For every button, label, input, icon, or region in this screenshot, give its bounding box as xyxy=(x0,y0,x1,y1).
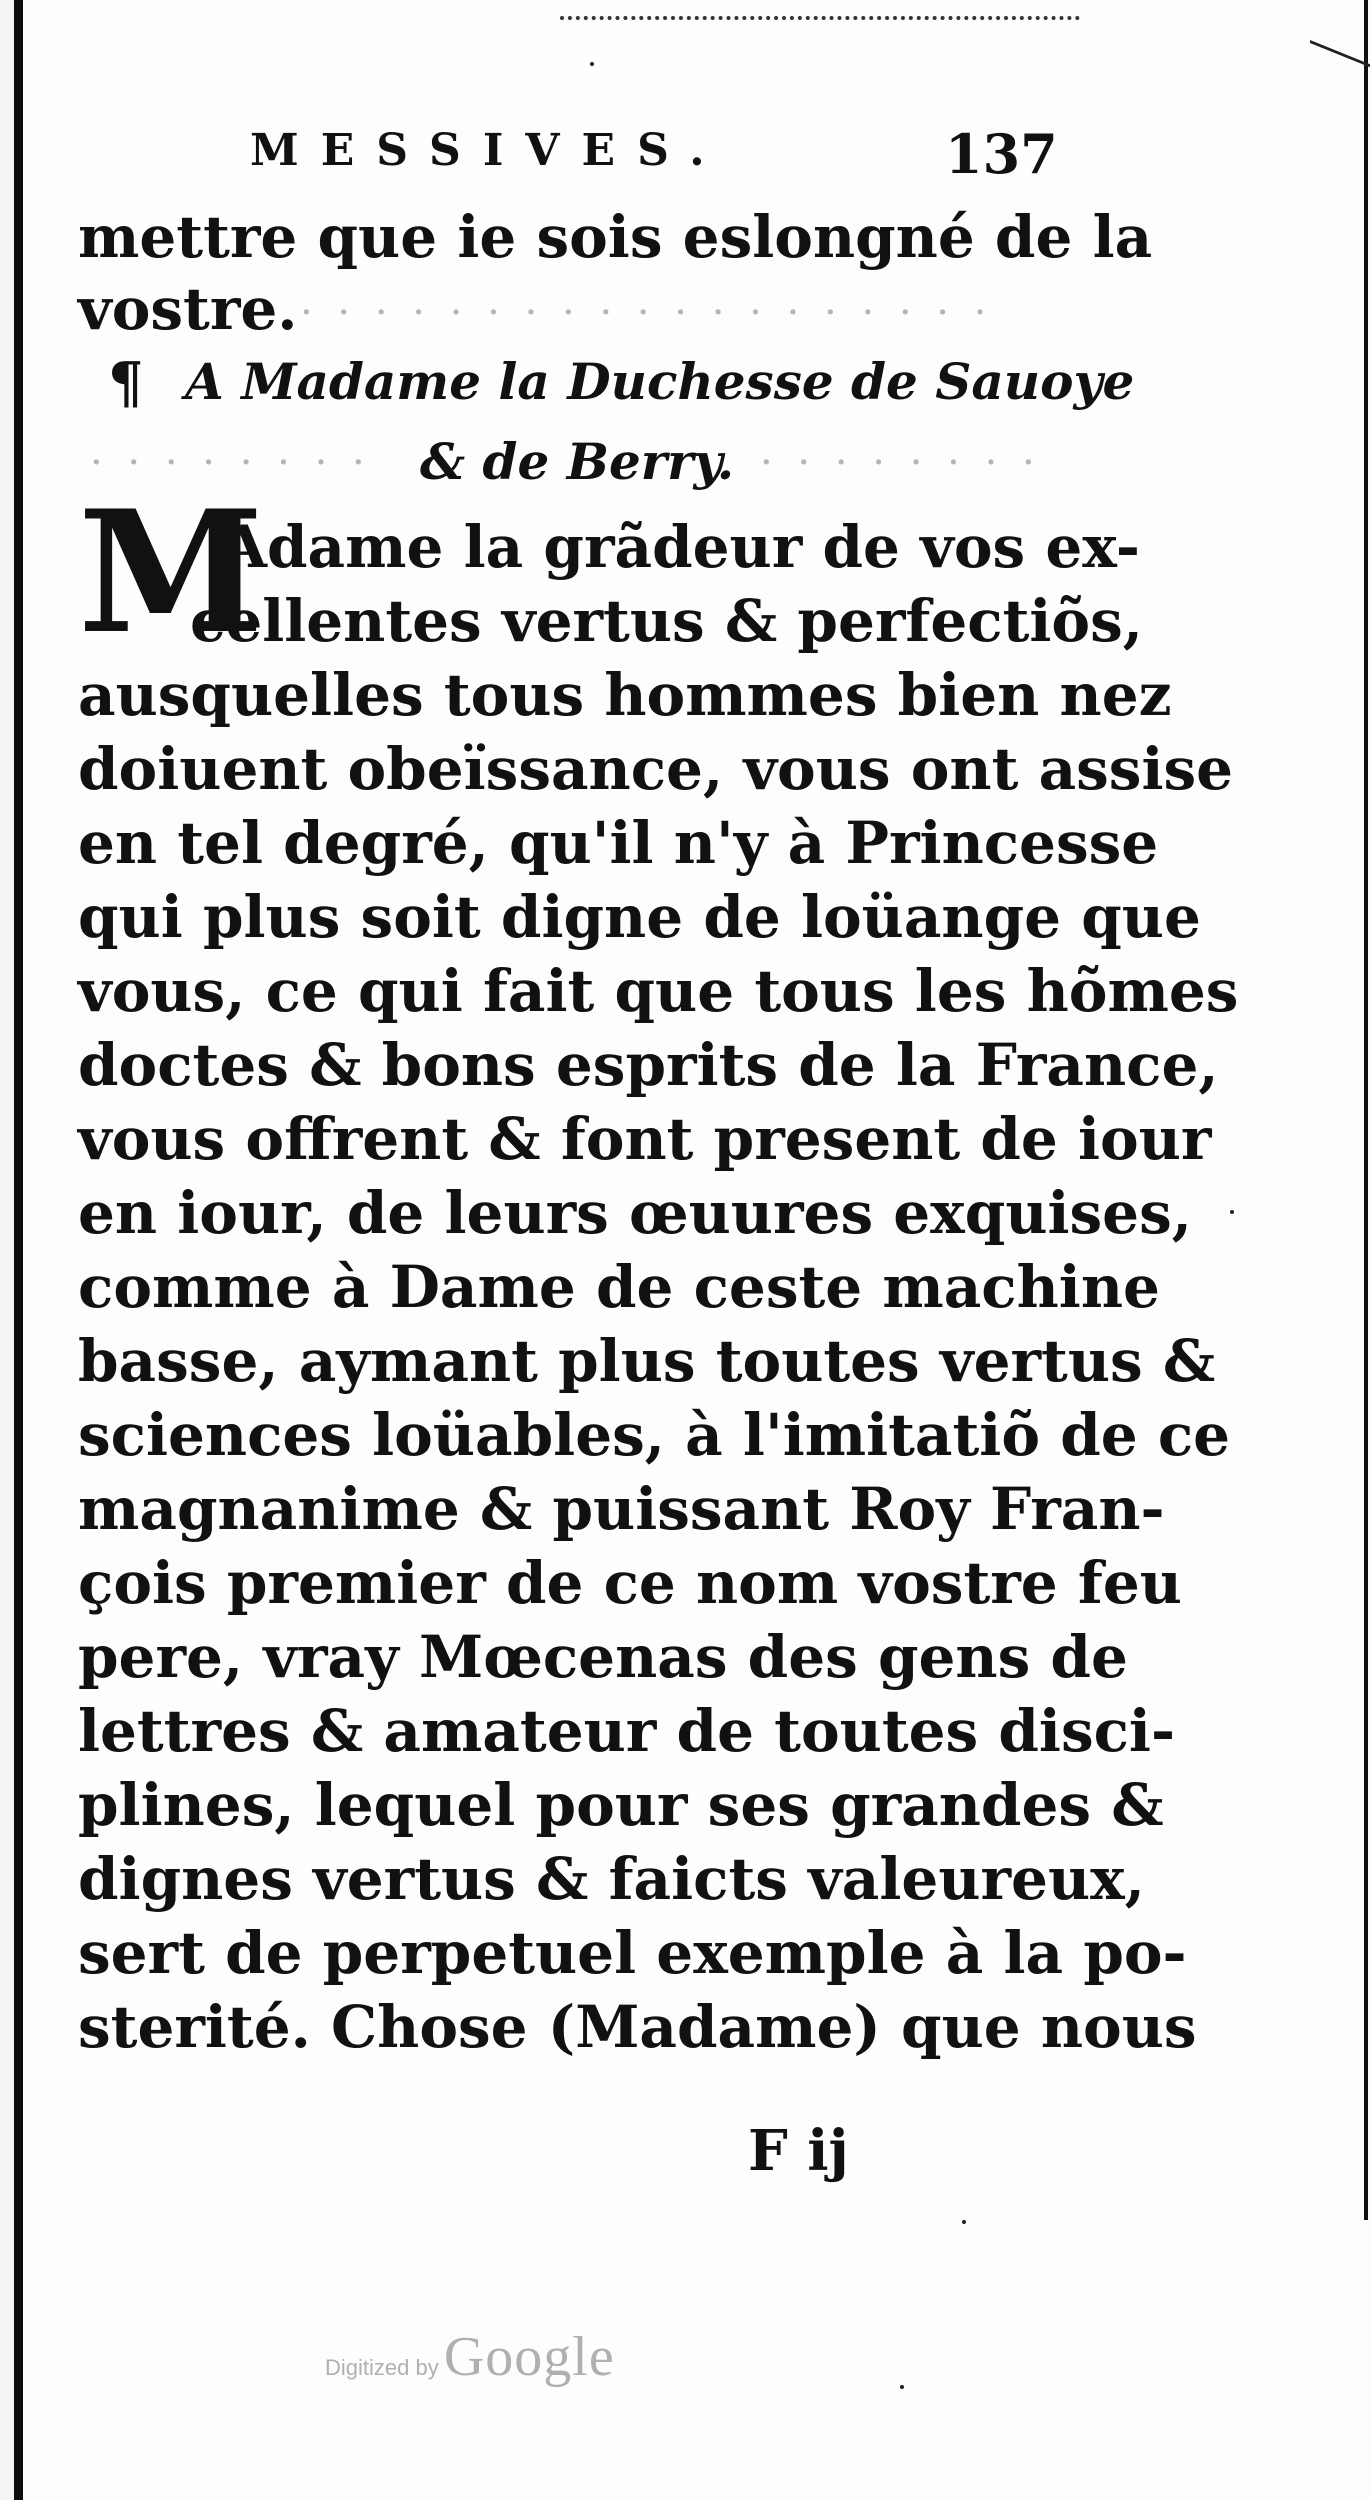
body-line: vous, ce qui fait que tous les hõmes xyxy=(78,957,1239,1025)
letter-heading-line-1: A Madame la Duchesse de Sauoye xyxy=(185,352,1135,411)
body-line: plines, lequel pour ses grandes & xyxy=(78,1771,1164,1839)
ink-speck xyxy=(962,2220,966,2224)
body-line: comme à Dame de ceste machine xyxy=(78,1253,1160,1321)
body-line: qui plus soit digne de loüange que xyxy=(78,883,1201,951)
page-corner-fold xyxy=(1310,0,1370,67)
body-line: sterité. Chose (Madame) que nous xyxy=(78,1993,1197,2061)
body-line: sciences loüables, à l'imitatiõ de ce xyxy=(78,1401,1231,1469)
body-line: ausquelles tous hommes bien nez xyxy=(78,661,1172,729)
body-line: doctes & bons esprits de la France, xyxy=(78,1031,1219,1099)
body-line: çois premier de ce nom vostre feu xyxy=(78,1549,1182,1617)
body-line: basse, aymant plus toutes vertus & xyxy=(78,1327,1216,1395)
bleed-through-marks: · · · · · · · · · · · · · · · · · · · xyxy=(300,290,993,336)
letter-heading-line-2: & de Berry. xyxy=(420,432,735,491)
body-line: vous offrent & font present de iour xyxy=(78,1105,1212,1173)
body-line: en tel degré, qu'il n'y à Princesse xyxy=(78,809,1159,877)
body-line: pere, vray Mœcenas des gens de xyxy=(78,1623,1128,1691)
google-logo: Google xyxy=(443,2326,615,2388)
opening-line-2: cellentes vertus & perfectiõs, xyxy=(190,587,1143,655)
opening-line-1: Adame la grãdeur de vos ex- xyxy=(222,513,1140,581)
ink-speck xyxy=(1230,1210,1234,1214)
page-binding-edge xyxy=(14,0,23,2500)
paragraph-mark-icon: ¶ xyxy=(108,350,144,416)
bleed-through-marks-3: · · · · · · · · xyxy=(760,440,1041,486)
page-gutter-shadow xyxy=(0,0,14,2500)
digitization-watermark xyxy=(325,2325,615,2389)
running-title: MESSIVES. xyxy=(250,125,727,176)
carryover-line-1: mettre que ie sois eslongné de la xyxy=(78,203,1153,271)
signature-mark: F ij xyxy=(748,2118,849,2184)
page-number: 137 xyxy=(945,122,1058,186)
bleed-through-marks-2: · · · · · · · · xyxy=(90,440,371,486)
carryover-line-2: vostre. xyxy=(78,275,298,343)
ink-speck xyxy=(900,2385,904,2389)
drop-capital: M xyxy=(78,473,264,671)
ink-speck xyxy=(590,62,594,66)
page-right-edge xyxy=(1364,0,1368,2220)
body-line: magnanime & puissant Roy Fran- xyxy=(78,1475,1165,1543)
body-line: en iour, de leurs œuures exquises, xyxy=(78,1179,1192,1247)
watermark-prefix: Digitized by xyxy=(325,2355,439,2380)
body-line: dignes vertus & faicts valeureux, xyxy=(78,1845,1145,1913)
body-line: lettres & amateur de toutes disci- xyxy=(78,1697,1176,1765)
top-cut-text-remnant xyxy=(560,0,1080,20)
body-line: doiuent obeïssance, vous ont assise xyxy=(78,735,1234,803)
body-line: sert de perpetuel exemple à la po- xyxy=(78,1919,1187,1987)
